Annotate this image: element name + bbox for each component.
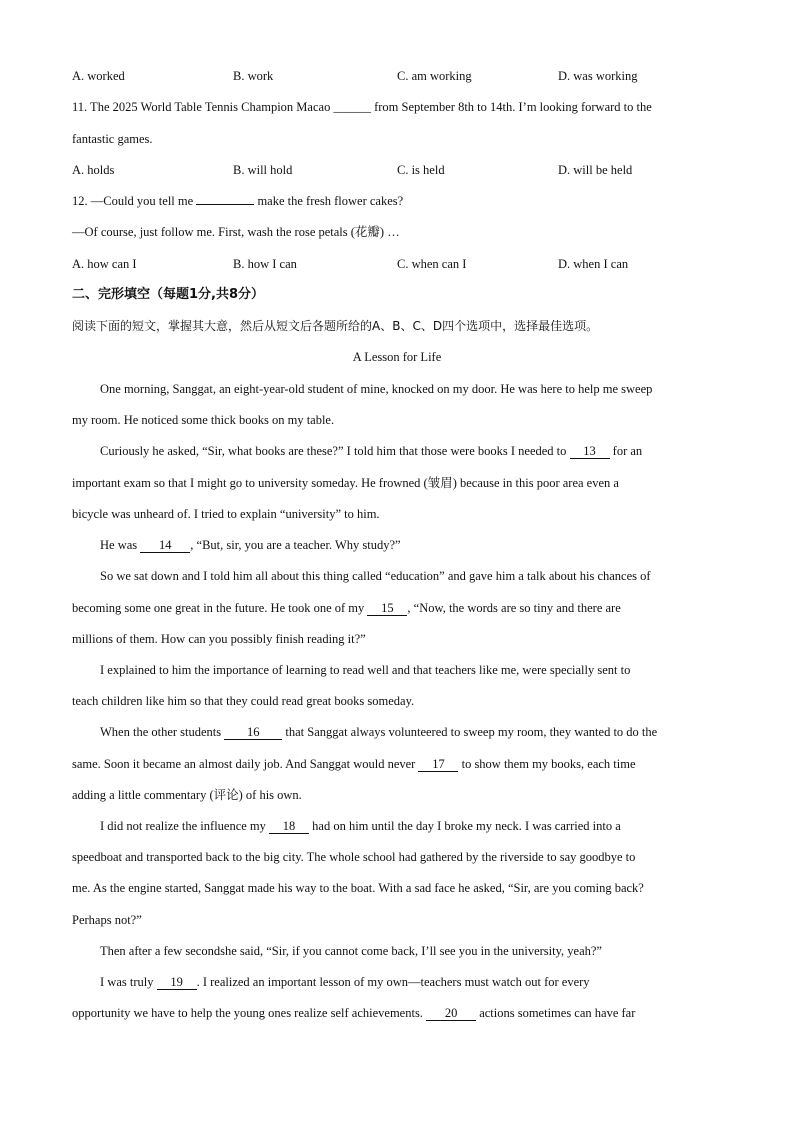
blank-15: 15 — [367, 602, 407, 616]
blank-16: 16 — [224, 726, 282, 740]
passage-line: me. As the engine started, Sanggat made his way to the boat. With a sad face he asked, “Sir, are you coming back? — [72, 881, 644, 895]
q12-option-c: C. when can I — [397, 257, 467, 271]
q12-option-a: A. how can I — [72, 257, 137, 271]
q10-option-b: B. work — [233, 69, 274, 83]
passage-line — [72, 756, 722, 772]
passage-line — [72, 600, 722, 616]
passage-text: actions sometimes can have far — [476, 1006, 636, 1020]
section-instruction: 阅读下面的短文，掌握其大意，然后从短文后各题所给的A、B、C、D四个选项中，选择最佳选项。 — [72, 319, 599, 333]
passage-text: had on him until the day I broke my neck. I was carried into a — [309, 819, 621, 833]
passage-line: I explained to him the importance of learning to read well and that teachers like me, were specially sent to — [100, 663, 631, 677]
passage-line — [72, 724, 722, 740]
passage-text: When the other students — [100, 725, 225, 739]
passage-text: . I realized an important lesson of my own—teachers must watch out for every — [196, 975, 590, 989]
passage-line: bicycle was unheard of. I tried to explain “university” to him. — [72, 507, 380, 521]
passage-text: Curiously he asked, “Sir, what books are these?” I told him that those were books I needed to — [100, 444, 570, 458]
passage-text: to show them my books, each time — [458, 757, 636, 771]
blank-17: 17 — [418, 758, 458, 772]
q11-option-d: D. will be held — [558, 163, 633, 177]
q11-stem-line2: fantastic games. — [72, 132, 153, 146]
q12-option-b: B. how I can — [233, 257, 297, 271]
q12-stem-line1 — [72, 193, 722, 209]
passage-text: becoming some one great in the future. He took one of my — [72, 601, 368, 615]
passage-text: that Sanggat always volunteered to sweep my room, they wanted to do the — [282, 725, 658, 739]
passage-text: for an — [609, 444, 643, 458]
passage-line: Perhaps not?” — [72, 913, 142, 927]
q12-stem-text-a: 12. —Could you tell me — [72, 194, 197, 208]
passage-line: One morning, Sanggat, an eight-year-old student of mine, knocked on my door. He was here to help me sweep — [100, 382, 653, 396]
q11-option-c: C. is held — [397, 163, 445, 177]
blank-14: 14 — [140, 539, 190, 553]
blank-20: 20 — [426, 1007, 476, 1021]
passage-line: my room. He noticed some thick books on my table. — [72, 413, 335, 427]
passage-line: speedboat and transported back to the big city. The whole school had gathered by the riverside to say goodbye to — [72, 850, 636, 864]
blank-13: 13 — [570, 445, 610, 459]
q11-option-a: A. holds — [72, 163, 115, 177]
q12-stem-text-b: make the fresh flower cakes? — [254, 194, 404, 208]
passage-text: , “But, sir, you are a teacher. Why study?” — [190, 538, 401, 552]
passage-text: I did not realize the influence my — [100, 819, 270, 833]
passage-title: A Lesson for Life — [352, 350, 442, 364]
passage-line — [72, 818, 722, 834]
q10-option-d: D. was working — [558, 69, 638, 83]
passage-line: So we sat down and I told him all about this thing called “education” and gave him a talk about his chances of — [100, 569, 651, 583]
blank-19: 19 — [157, 976, 197, 990]
passage-text: I was truly — [100, 975, 157, 989]
q11-stem-line1: 11. The 2025 World Table Tennis Champion Macao ______ from September 8th to 14th. I’m looking forward to the — [72, 100, 652, 114]
passage-line: adding a little commentary (评论) of his own. — [72, 788, 302, 802]
q12-answer-blank — [196, 204, 254, 205]
passage-line: Then after a few secondshe said, “Sir, if you cannot come back, I’ll see you in the university, yeah?” — [100, 944, 602, 958]
passage-line: important exam so that I might go to university someday. He frowned (皱眉) because in this poor area even a — [72, 476, 619, 490]
passage-text: same. Soon it became an almost daily job. And Sanggat would never — [72, 757, 419, 771]
passage-text: opportunity we have to help the young ones realize self achievements. — [72, 1006, 427, 1020]
q11-option-b: B. will hold — [233, 163, 293, 177]
passage-line — [72, 974, 722, 990]
passage-line: millions of them. How can you possibly finish reading it?” — [72, 632, 366, 646]
passage-line — [72, 1005, 722, 1021]
q12-stem-line2: —Of course, just follow me. First, wash the rose petals (花瓣) … — [72, 225, 400, 239]
passage-text: , “Now, the words are so tiny and there are — [407, 601, 621, 615]
q10-option-a: A. worked — [72, 69, 125, 83]
passage-line: teach children like him so that they could read great books someday. — [72, 694, 415, 708]
passage-text: He was — [100, 538, 141, 552]
q10-option-c: C. am working — [397, 69, 472, 83]
blank-18: 18 — [269, 820, 309, 834]
passage-line — [72, 537, 722, 553]
section-heading: 二、完形填空（每题1分,共8分） — [72, 287, 265, 302]
q12-option-d: D. when I can — [558, 257, 629, 271]
passage-line — [72, 443, 722, 459]
